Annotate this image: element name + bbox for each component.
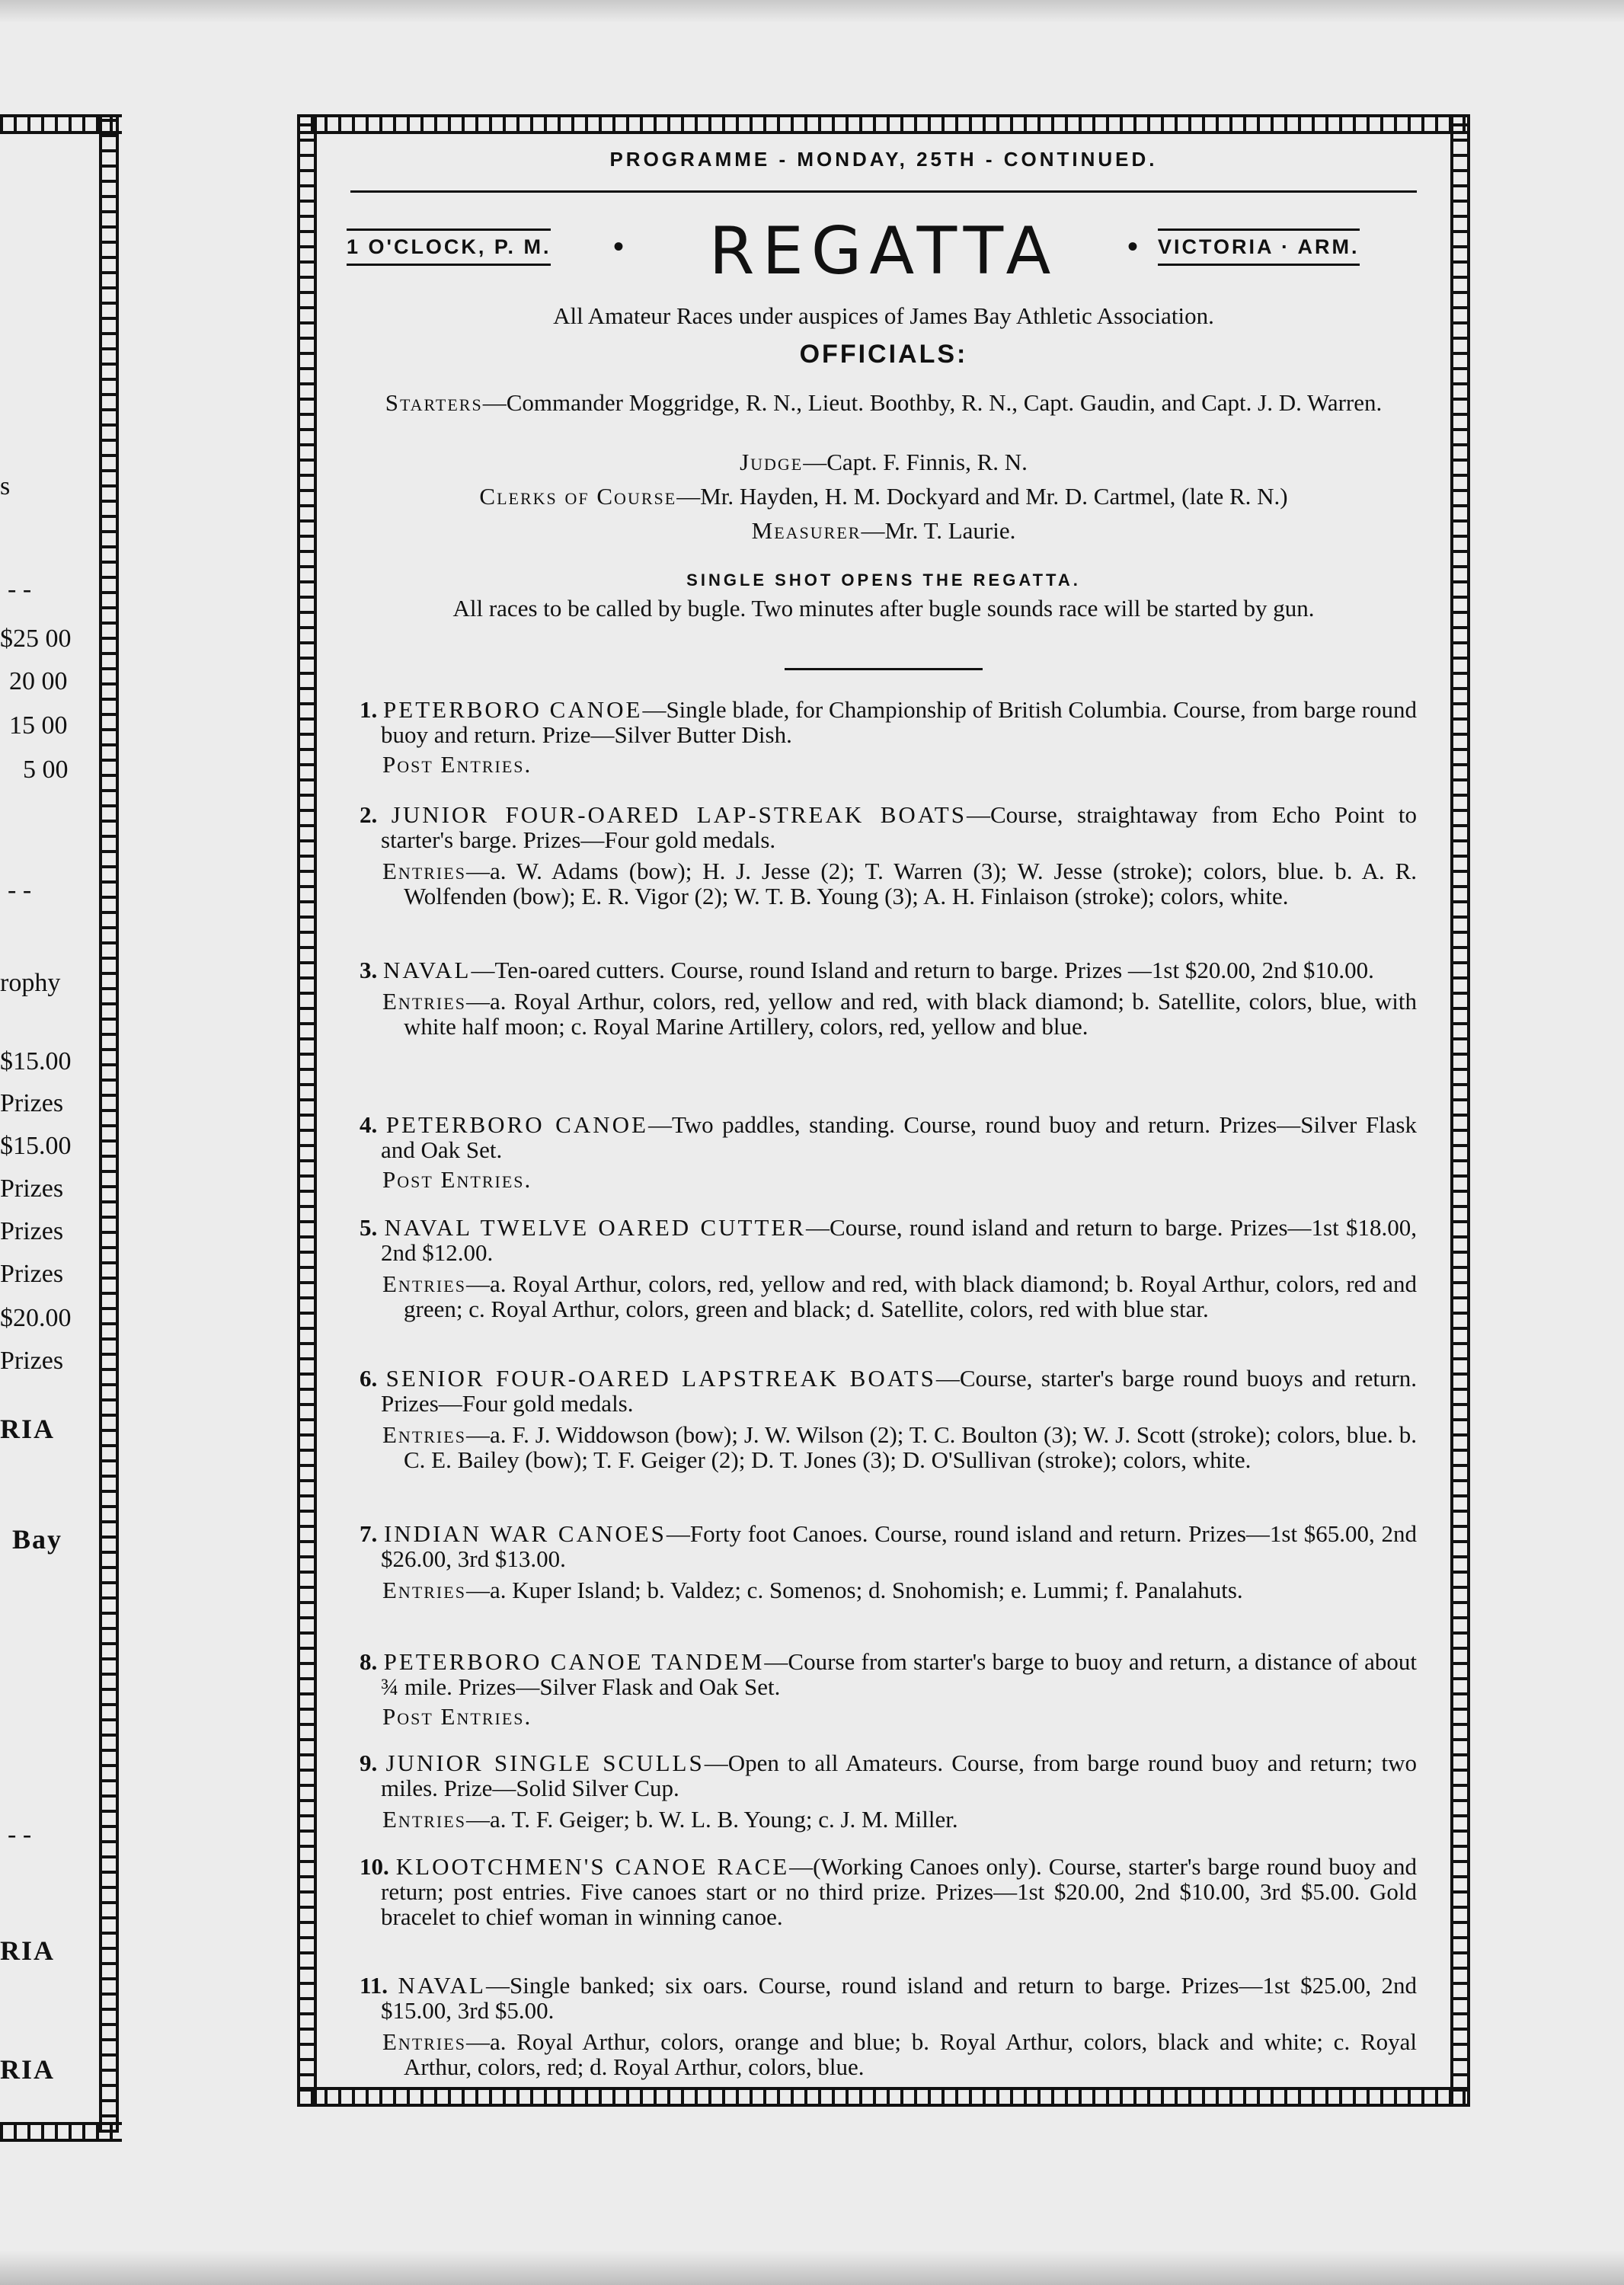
- official-names: —Mr. Hayden, H. M. Dockyard and Mr. D. Cartmel, (late R. N.): [676, 483, 1288, 510]
- race-item: [335, 1854, 1432, 1929]
- left-fragment: Bay: [12, 1524, 63, 1555]
- border-top: [297, 114, 1470, 134]
- official-judge: [335, 449, 1432, 475]
- left-fragment: $15.00: [0, 1047, 72, 1075]
- race-entries: —a. Royal Arthur, colors, orange and blue; b. Royal Arthur, colors, black and white; c. Royal Arthur, colors, red; d. Royal Arthur, colors, blue.: [404, 2028, 1417, 2080]
- official-names: —Capt. F. Finnis, R. N.: [803, 449, 1028, 475]
- race-post-entries: Post Entries.: [382, 1166, 532, 1193]
- left-fragment: 5 00: [23, 756, 69, 784]
- race-title: NAVAL: [398, 1972, 486, 1999]
- race-entries: —a. F. J. Widdowson (bow); J. W. Wilson (2); T. C. Boulton (3); W. J. Scott (stroke); colors, blue. b. C. E. Bailey (bow); T. F. Geiger (2); D. T. Jones (3); D. O'Sullivan (stroke); colors, white.: [404, 1421, 1417, 1473]
- left-fragment: Prizes: [0, 1347, 64, 1375]
- race-title: NAVAL TWELVE OARED CUTTER: [384, 1214, 807, 1241]
- left-fragment: - -: [8, 1820, 32, 1849]
- left-fragment: RIA: [0, 2054, 56, 2085]
- bugle-notice: All races to be called by bugle. Two minutes after bugle sounds race will be started by gun.: [452, 595, 1315, 622]
- race-description: —Ten-oared cutters. Course, round Island and return to barge. Prizes —1st $20.00, 2nd $10.00.: [471, 957, 1374, 983]
- race-description: —Single banked; six oars. Course, round island and return to barge. Prizes—1st $25.00, 2nd $15.00, 3rd $5.00.: [381, 1972, 1418, 2024]
- official-role: Starters: [385, 389, 483, 416]
- race-description: —Forty foot Canoes. Course, round island and return. Prizes—1st $65.00, 2nd $26.00, 3rd $13.00.: [381, 1520, 1418, 1572]
- official-starters: [350, 390, 1417, 416]
- race-item: [335, 802, 1432, 909]
- left-fragment: $20.00: [0, 1304, 72, 1332]
- official-names: —Mr. T. Laurie.: [861, 517, 1016, 544]
- race-title: KLOOTCHMEN'S CANOE RACE: [395, 1853, 790, 1880]
- race-number: 10.: [360, 1853, 389, 1880]
- section-rule: [785, 668, 983, 670]
- officials-heading: OFFICIALS:: [799, 340, 968, 369]
- race-description: —Course from starter's barge to buoy and return, a distance of about ¾ mile. Prizes—Silver Flask and Oak Set.: [381, 1648, 1418, 1700]
- left-border-bottom: [0, 2122, 122, 2142]
- location-label: VICTORIA · ARM.: [1158, 228, 1360, 266]
- race-entries: —a. W. Adams (bow); H. J. Jesse (2); T. Warren (3); W. Jesse (stroke); colors, blue. b. A. R. Wolfenden (bow); E. R. Vigor (2); W. T. B. Young (3); A. H. Finlaison (stroke); colors, white.: [404, 858, 1417, 909]
- race-entries: —a. Royal Arthur, colors, red, yellow and red, with black diamond; b. Satellite, colors, blue, with white half moon; c. Royal Marine Artillery, colors, red, yellow and blue.: [404, 988, 1417, 1040]
- race-title: PETERBORO CANOE: [383, 696, 643, 723]
- official-role: Measurer: [751, 517, 862, 544]
- race-entries: —a. T. F. Geiger; b. W. L. B. Young; c. J. M. Miller.: [465, 1806, 958, 1833]
- time-label: 1 O'CLOCK, P. M.: [347, 228, 551, 266]
- header-rule: [350, 190, 1417, 193]
- regatta-title: REGATTA: [708, 213, 1059, 289]
- race-entries: —a. Kuper Island; b. Valdez; c. Somenos; d. Snohomish; e. Lummi; f. Panalahuts.: [465, 1577, 1243, 1603]
- single-shot-notice: SINGLE SHOT OPENS THE REGATTA.: [686, 570, 1081, 590]
- left-fragment: - -: [8, 876, 32, 904]
- race-number: 5.: [360, 1214, 378, 1241]
- race-number: 3.: [360, 957, 378, 983]
- race-number: 4.: [360, 1111, 378, 1138]
- programme-header: PROGRAMME - MONDAY, 25TH - CONTINUED.: [609, 148, 1158, 171]
- race-number: 8.: [360, 1648, 378, 1675]
- left-fragment: 15 00: [9, 711, 68, 740]
- official-role: Clerks of Course: [479, 483, 677, 510]
- programme-page: [335, 137, 1432, 2087]
- race-post-entries: Post Entries.: [382, 751, 532, 778]
- race-description: —Course, round island and return to barge. Prizes—1st $18.00, 2nd $12.00.: [381, 1214, 1418, 1266]
- official-measurer: [335, 518, 1432, 544]
- race-title: JUNIOR FOUR-OARED LAP-STREAK BOATS: [391, 801, 967, 828]
- scan-edge-bottom: [0, 2251, 1624, 2285]
- official-role: Judge: [740, 449, 804, 475]
- left-fragment: s: [0, 472, 11, 500]
- entries-label: Entries: [382, 988, 466, 1015]
- race-item: [335, 1521, 1432, 1603]
- race-item: [335, 1750, 1432, 1832]
- separator-dot: •: [613, 229, 625, 264]
- left-fragment: - -: [8, 575, 32, 603]
- left-fragment: $25 00: [0, 625, 72, 653]
- race-number: 7.: [360, 1520, 378, 1547]
- race-title: NAVAL: [383, 957, 472, 983]
- race-item: [335, 957, 1432, 1039]
- race-description: —Two paddles, standing. Course, round buoy and return. Prizes—Silver Flask and Oak Set.: [381, 1111, 1417, 1163]
- race-number: 9.: [360, 1750, 378, 1776]
- border-right: [1450, 114, 1470, 2107]
- border-left: [297, 114, 317, 2107]
- race-number: 11.: [360, 1972, 388, 1999]
- race-title: PETERBORO CANOE: [385, 1111, 648, 1138]
- left-fragment: 20 00: [9, 667, 68, 695]
- race-item: [335, 1366, 1432, 1472]
- race-description: —Single blade, for Championship of British Columbia. Course, from barge round buoy and return. Prize—Silver Butter Dish.: [381, 696, 1417, 748]
- race-item: [335, 1973, 1432, 2079]
- entries-label: Entries: [382, 1270, 466, 1297]
- race-description: —Course, starter's barge round buoys and return. Prizes—Four gold medals.: [381, 1365, 1418, 1417]
- race-title: PETERBORO CANOE TANDEM: [383, 1648, 765, 1675]
- race-number: 6.: [360, 1365, 378, 1392]
- left-fragment: Prizes: [0, 1089, 64, 1117]
- left-fragment: RIA: [0, 1414, 56, 1444]
- official-names: —Commander Moggridge, R. N., Lieut. Boothby, R. N., Capt. Gaudin, and Capt. J. D. Warren.: [482, 389, 1383, 416]
- entries-label: Entries: [382, 858, 466, 884]
- entries-label: Entries: [382, 1577, 466, 1603]
- left-fragment: Prizes: [0, 1174, 64, 1203]
- left-fragment: $15.00: [0, 1132, 72, 1160]
- scan-edge-top: [0, 0, 1624, 23]
- left-border-right: [99, 114, 119, 2133]
- race-item: [335, 1215, 1432, 1321]
- race-item: [335, 697, 1432, 777]
- left-fragment: rophy: [0, 969, 61, 997]
- left-fragment: Prizes: [0, 1217, 64, 1245]
- race-number: 1.: [360, 696, 378, 723]
- race-post-entries: Post Entries.: [382, 1703, 532, 1730]
- race-item: [335, 1649, 1432, 1729]
- separator-dot: •: [1127, 229, 1139, 264]
- race-item: [335, 1112, 1432, 1192]
- race-title: INDIAN WAR CANOES: [383, 1520, 667, 1547]
- auspices-line: All Amateur Races under auspices of James Bay Athletic Association.: [553, 302, 1214, 329]
- left-fragment: RIA: [0, 1935, 56, 1966]
- officials-heading-wrap: [335, 341, 1432, 368]
- race-number: 2.: [360, 801, 378, 828]
- race-title: JUNIOR SINGLE SCULLS: [385, 1750, 705, 1776]
- race-entries: —a. Royal Arthur, colors, red, yellow and red, with black diamond; b. Royal Arthur, colors, red and green; c. Royal Arthur, colors, green and black; d. Satellite, colors, red with blue star.: [404, 1270, 1417, 1322]
- entries-label: Entries: [382, 1806, 466, 1833]
- race-description: —Course, straightaway from Echo Point to starter's barge. Prizes—Four gold medals.: [381, 801, 1417, 853]
- border-bottom: [297, 2087, 1470, 2107]
- left-fragment: Prizes: [0, 1260, 64, 1288]
- entries-label: Entries: [382, 2028, 466, 2055]
- race-description: —Open to all Amateurs. Course, from barge round buoy and return; two miles. Prize—Solid Silver Cup.: [381, 1750, 1417, 1801]
- official-clerks: [335, 484, 1432, 510]
- single-shot-wrap: [335, 565, 1432, 593]
- race-title: SENIOR FOUR-OARED LAPSTREAK BOATS: [385, 1365, 936, 1392]
- race-description: —(Working Canoes only). Course, starter's barge round buoy and return; post entries. Five canoes start or no third prize. Prizes—1st $20.00, 2nd $10.00, 3rd $5.00. Gold bracelet to chief woman in winning canoe.: [381, 1853, 1418, 1930]
- entries-label: Entries: [382, 1421, 466, 1448]
